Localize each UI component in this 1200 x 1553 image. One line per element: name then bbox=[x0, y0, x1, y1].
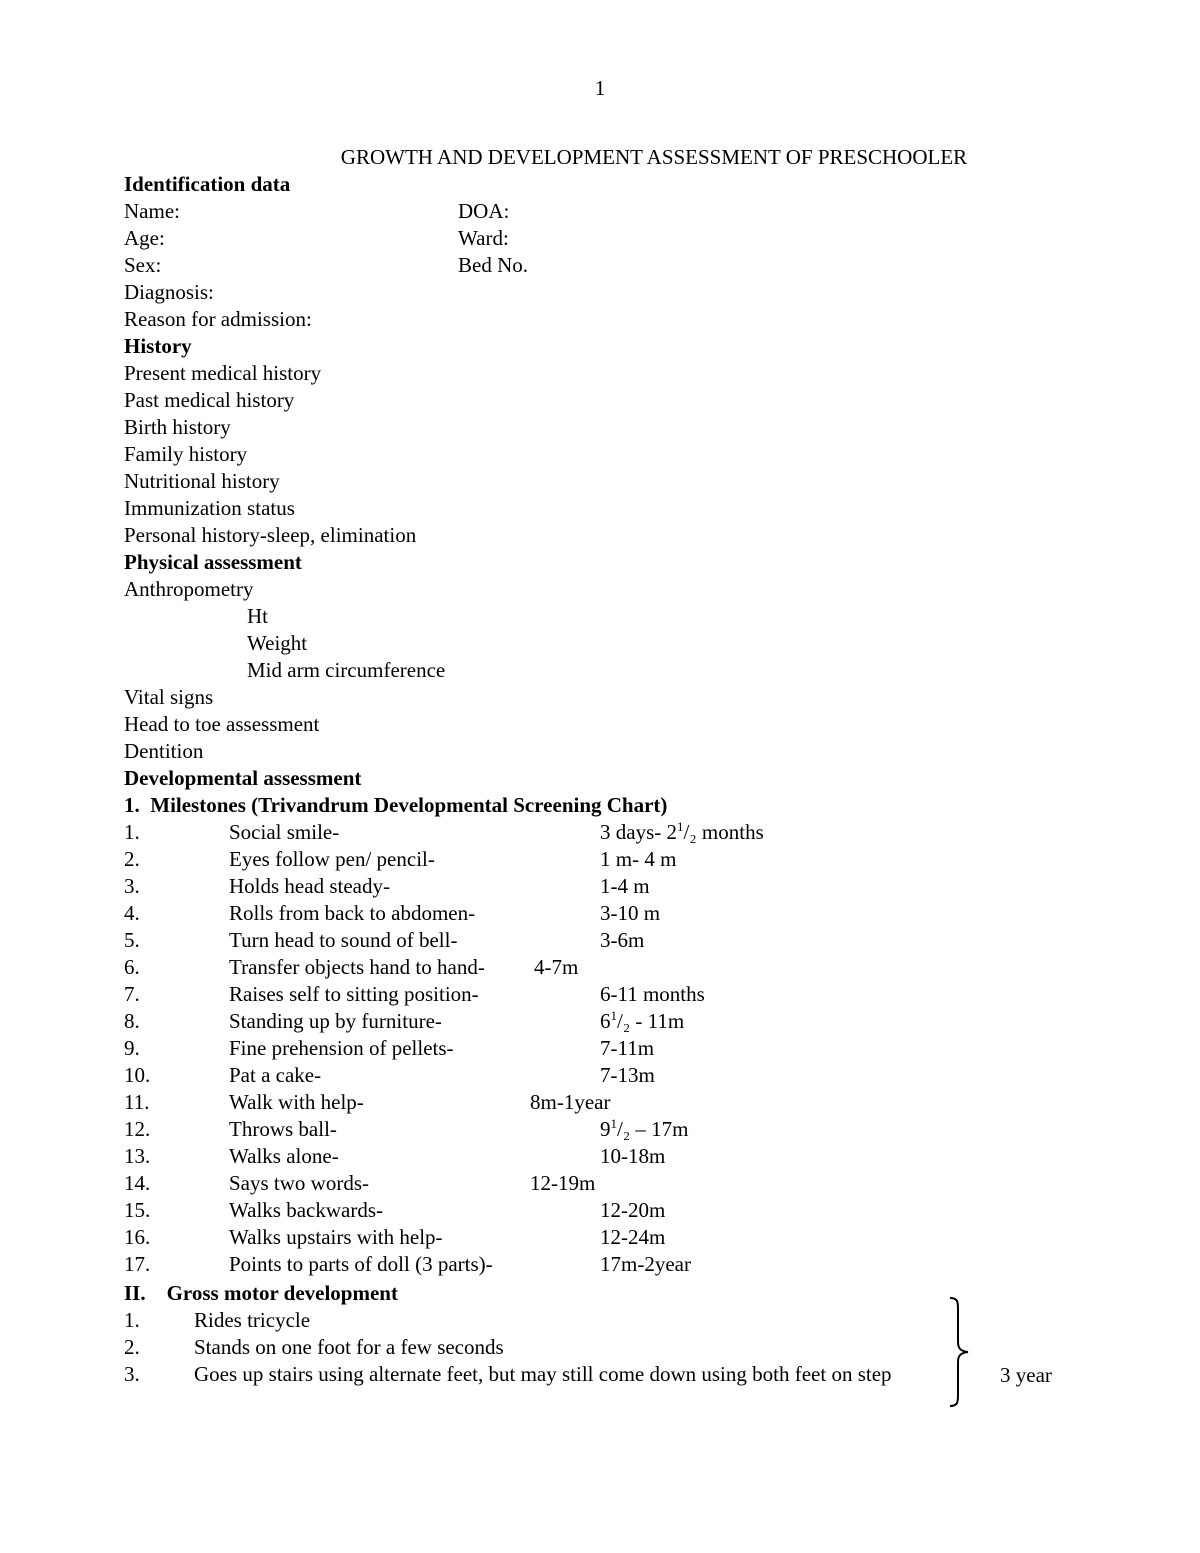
doa-label: DOA: bbox=[458, 199, 510, 223]
milestone-age-rest: /₂ – 17m bbox=[617, 1117, 689, 1141]
milestone-number: 1. bbox=[124, 820, 140, 844]
milestone-text: Points to parts of doll (3 parts)- bbox=[229, 1252, 493, 1276]
page-number: 1 bbox=[594, 76, 606, 100]
milestone-age-rest: /₂ - 11m bbox=[617, 1009, 685, 1033]
history-heading: History bbox=[124, 334, 192, 358]
physical-item: Head to toe assessment bbox=[124, 712, 320, 736]
milestone-age-sup: 1 bbox=[610, 1008, 617, 1023]
milestone-age bbox=[530, 1170, 595, 1197]
milestone-age bbox=[600, 981, 705, 1008]
diagnosis-label: Diagnosis: bbox=[124, 280, 214, 304]
milestone-age-value: 7-11m bbox=[600, 1036, 655, 1060]
milestones-heading: 1. Milestones (Trivandrum Developmental Screening Chart) bbox=[124, 793, 668, 817]
document-title: GROWTH AND DEVELOPMENT ASSESSMENT OF PRESCHOOLER bbox=[340, 145, 968, 169]
age-label: Age: bbox=[124, 226, 165, 250]
milestone-age bbox=[600, 900, 660, 927]
milestone-age bbox=[600, 819, 764, 846]
milestone-number: 17. bbox=[124, 1252, 151, 1276]
milestone-age-value: 1-4 m bbox=[600, 874, 650, 898]
milestone-age-value: 3 days- 2 bbox=[600, 820, 677, 844]
milestone-number: 14. bbox=[124, 1171, 151, 1195]
anthro-item: Ht bbox=[247, 604, 268, 628]
anthropometry-label: Anthropometry bbox=[124, 577, 254, 601]
milestone-number: 7. bbox=[124, 982, 140, 1006]
milestone-number: 15. bbox=[124, 1198, 151, 1222]
history-item: Present medical history bbox=[124, 361, 322, 385]
physical-item: Vital signs bbox=[124, 685, 214, 709]
reason-label: Reason for admission: bbox=[124, 307, 312, 331]
milestone-text: Walk with help- bbox=[229, 1090, 364, 1114]
milestone-age bbox=[600, 1116, 689, 1143]
milestone-age-sup: 1 bbox=[610, 1116, 617, 1131]
milestone-number: 4. bbox=[124, 901, 140, 925]
milestone-number: 5. bbox=[124, 928, 140, 952]
gross-motor-age: 3 year bbox=[1000, 1363, 1052, 1387]
milestone-text: Says two words- bbox=[229, 1171, 369, 1195]
history-item: Personal history-sleep, elimination bbox=[124, 523, 417, 547]
milestone-number: 6. bbox=[124, 955, 140, 979]
ward-label: Ward: bbox=[458, 226, 509, 250]
sex-label: Sex: bbox=[124, 253, 162, 277]
gross-motor-number: 3. bbox=[124, 1362, 140, 1386]
milestone-text: Transfer objects hand to hand- bbox=[229, 955, 485, 979]
milestone-text: Standing up by furniture- bbox=[229, 1009, 442, 1033]
milestone-number: 16. bbox=[124, 1225, 151, 1249]
anthro-item: Mid arm circumference bbox=[247, 658, 446, 682]
history-item: Nutritional history bbox=[124, 469, 280, 493]
physical-item: Dentition bbox=[124, 739, 204, 763]
milestone-text: Walks alone- bbox=[229, 1144, 339, 1168]
milestone-text: Throws ball- bbox=[229, 1117, 337, 1141]
milestone-text: Fine prehension of pellets- bbox=[229, 1036, 454, 1060]
gross-motor-number: 1. bbox=[124, 1308, 140, 1332]
identification-heading: Identification data bbox=[124, 172, 291, 196]
milestone-age-value: 4-7m bbox=[534, 955, 579, 979]
milestone-age-value: 12-24m bbox=[600, 1225, 666, 1249]
milestone-age-value: 12-19m bbox=[530, 1171, 596, 1195]
physical-heading: Physical assessment bbox=[124, 550, 302, 574]
milestone-age bbox=[600, 927, 644, 954]
milestone-age-value: 7-13m bbox=[600, 1063, 655, 1087]
milestone-text: Eyes follow pen/ pencil- bbox=[229, 847, 435, 871]
milestone-text: Walks backwards- bbox=[229, 1198, 384, 1222]
milestone-age-value: 12-20m bbox=[600, 1198, 666, 1222]
milestone-number: 2. bbox=[124, 847, 140, 871]
anthro-item: Weight bbox=[247, 631, 308, 655]
milestone-text: Walks upstairs with help- bbox=[229, 1225, 443, 1249]
milestone-age bbox=[600, 1008, 684, 1035]
milestone-age-value: 6 bbox=[600, 1009, 611, 1033]
gross-motor-text: Rides tricycle bbox=[194, 1308, 311, 1332]
milestone-number: 3. bbox=[124, 874, 140, 898]
milestone-number: 8. bbox=[124, 1009, 140, 1033]
gross-motor-text: Goes up stairs using alternate feet, but may still come down using both feet on step bbox=[194, 1362, 892, 1386]
milestone-age-value: 9 bbox=[600, 1117, 611, 1141]
milestone-text: Turn head to sound of bell- bbox=[229, 928, 458, 952]
milestone-number: 9. bbox=[124, 1036, 140, 1060]
milestone-text: Pat a cake- bbox=[229, 1063, 322, 1087]
milestone-text: Social smile- bbox=[229, 820, 340, 844]
name-label: Name: bbox=[124, 199, 180, 223]
milestone-age bbox=[600, 846, 676, 873]
milestone-number: 12. bbox=[124, 1117, 151, 1141]
history-item: Past medical history bbox=[124, 388, 295, 412]
curly-brace bbox=[948, 1296, 972, 1408]
developmental-heading: Developmental assessment bbox=[124, 766, 362, 790]
milestone-number: 10. bbox=[124, 1063, 151, 1087]
milestone-age bbox=[600, 1197, 665, 1224]
milestone-age bbox=[600, 1035, 654, 1062]
milestone-text: Holds head steady- bbox=[229, 874, 390, 898]
milestone-number: 13. bbox=[124, 1144, 151, 1168]
milestone-age bbox=[600, 1251, 691, 1278]
milestone-age bbox=[600, 1143, 665, 1170]
milestone-age-value: 10-18m bbox=[600, 1144, 666, 1168]
milestone-age bbox=[600, 873, 650, 900]
milestone-age bbox=[600, 1062, 655, 1089]
history-item: Birth history bbox=[124, 415, 231, 439]
milestone-text: Raises self to sitting position- bbox=[229, 982, 479, 1006]
milestone-age bbox=[534, 954, 578, 981]
milestone-age-value: 3-10 m bbox=[600, 901, 661, 925]
milestone-age-value: 3-6m bbox=[600, 928, 645, 952]
milestone-age-value: 17m-2year bbox=[600, 1252, 691, 1276]
milestone-age-value: 8m-1year bbox=[530, 1090, 611, 1114]
gross-motor-number: 2. bbox=[124, 1335, 140, 1359]
milestone-age-value: 6-11 months bbox=[600, 982, 705, 1006]
history-item: Family history bbox=[124, 442, 248, 466]
milestone-number: 11. bbox=[124, 1090, 150, 1114]
history-item: Immunization status bbox=[124, 496, 295, 520]
milestone-age-value: 1 m- 4 m bbox=[600, 847, 677, 871]
milestone-age-rest: /₂ months bbox=[683, 820, 764, 844]
gross-motor-heading: II. Gross motor development bbox=[124, 1281, 398, 1305]
gross-motor-text: Stands on one foot for a few seconds bbox=[194, 1335, 504, 1359]
milestone-text: Rolls from back to abdomen- bbox=[229, 901, 476, 925]
bed-label: Bed No. bbox=[458, 253, 528, 277]
milestone-age bbox=[530, 1089, 610, 1116]
milestone-age-sup: 1 bbox=[677, 819, 684, 834]
milestone-age bbox=[600, 1224, 665, 1251]
